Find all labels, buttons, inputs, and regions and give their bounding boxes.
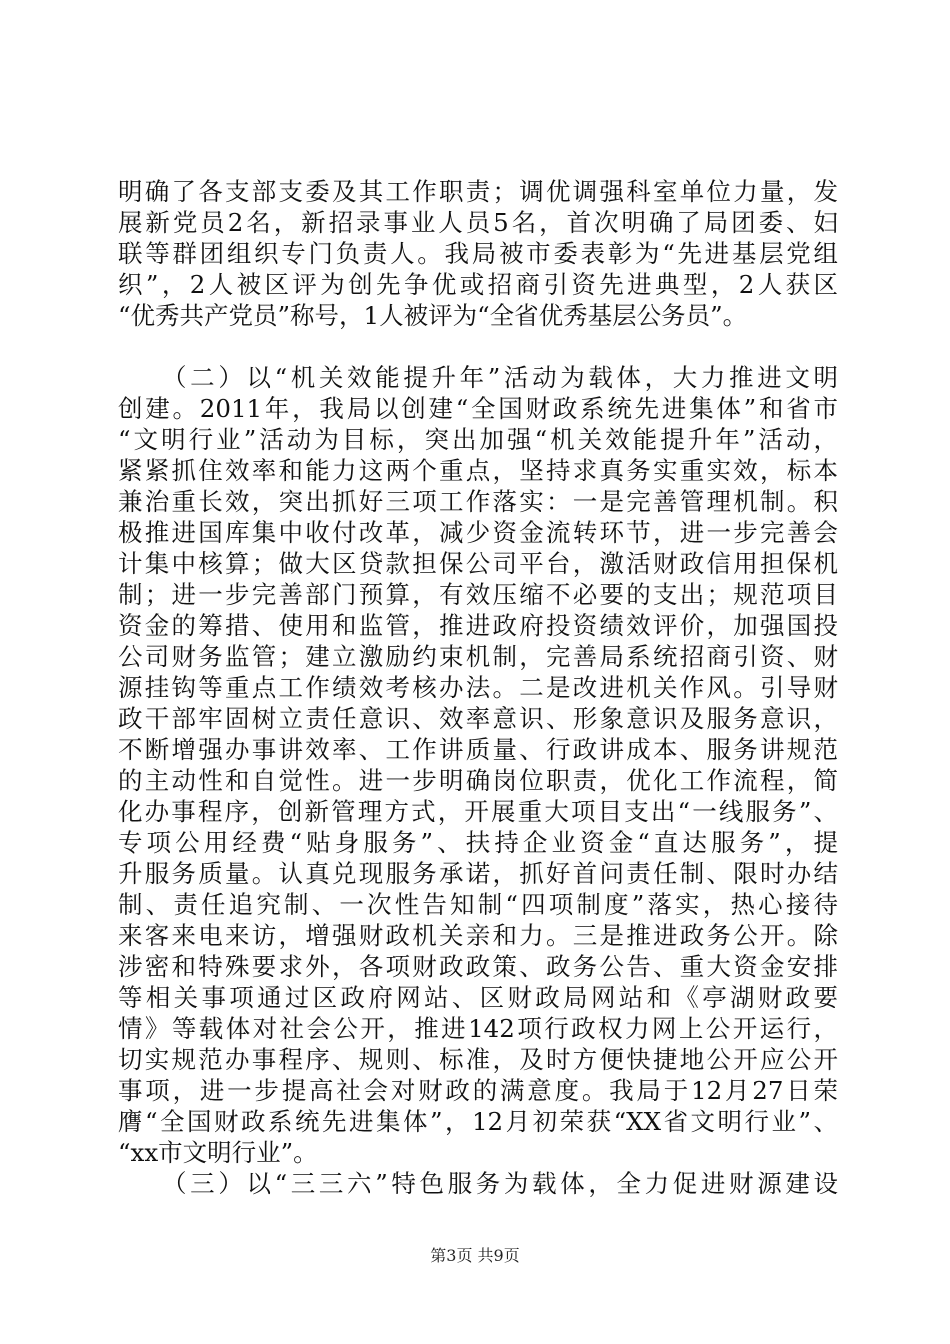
text-line: “文明行业”活动为目标，突出加强“机关效能提升年”活动， (118, 425, 838, 454)
text-line: 联等群团组织专门负责人。我局被市委表彰为“先进基层党组 (118, 239, 838, 268)
text-line: 来客来电来访，增强财政机关亲和力。三是推进政务公开。除 (118, 921, 838, 950)
text-line: “优秀共产党员”称号，1人被评为“全省优秀基层公务员”。 (118, 301, 748, 330)
text-line: 资金的筹措、使用和监管，推进政府投资绩效评价，加强国投 (118, 611, 838, 640)
text-line: 计集中核算；做大区贷款担保公司平台，激活财政信用担保机 (118, 549, 838, 578)
text-line: 兼治重长效，突出抓好三项工作落实：一是完善管理机制。积 (118, 487, 838, 516)
text-line: 的主动性和自觉性。进一步明确岗位职责，优化工作流程，简 (118, 766, 838, 795)
text-line: 明确了各支部支委及其工作职责；调优调强科室单位力量，发 (118, 177, 838, 206)
text-line: 制、责任追究制、一次性告知制“四项制度”落实，热心接待 (118, 890, 838, 919)
text-line: 切实规范办事程序、规则、标准，及时方便快捷地公开应公开 (118, 1045, 838, 1074)
text-line: 事项，进一步提高社会对财政的满意度。我局于12月27日荣 (118, 1076, 838, 1105)
text-line: 制；进一步完善部门预算，有效压缩不必要的支出；规范项目 (118, 580, 838, 609)
text-line: 展新党员2名，新招录事业人员5名，首次明确了局团委、妇 (118, 208, 838, 237)
text-line: 膺“全国财政系统先进集体”，12月初荣获“XX省文明行业”、 (118, 1107, 838, 1136)
text-line: 不断增强办事讲效率、工作讲质量、行政讲成本、服务讲规范 (118, 735, 838, 764)
text-line: 等相关事项通过区政府网站、区财政局网站和《亭湖财政要 (118, 983, 838, 1012)
text-line: 织”，2人被区评为创先争优或招商引资先进典型，2人获区 (118, 270, 838, 299)
text-line: 涉密和特殊要求外，各项财政政策、政务公告、重大资金安排 (118, 952, 838, 981)
text-line: 紧紧抓住效率和能力这两个重点，坚持求真务实重实效，标本 (118, 456, 838, 485)
text-line: 升服务质量。认真兑现服务承诺，抓好首问责任制、限时办结 (118, 859, 838, 888)
text-line: “xx市文明行业”。 (118, 1138, 318, 1167)
text-line: （二）以“机关效能提升年”活动为载体，大力推进文明 (118, 363, 838, 392)
text-line: 政干部牢固树立责任意识、效率意识、形象意识及服务意识， (118, 704, 838, 733)
text-line: 专项公用经费“贴身服务”、扶持企业资金“直达服务”，提 (118, 828, 838, 857)
text-line: 化办事程序，创新管理方式，开展重大项目支出“一线服务”、 (118, 797, 838, 826)
text-line: 情》等载体对社会公开，推进142项行政权力网上公开运行， (118, 1014, 838, 1043)
text-line: 公司财务监管；建立激励约束机制，完善局系统招商引资、财 (118, 642, 838, 671)
text-line: 创建。2011年，我局以创建“全国财政系统先进集体”和省市 (118, 394, 838, 423)
page-footer: 第3页 共9页 (430, 1246, 520, 1265)
text-line: 极推进国库集中收付改革，减少资金流转环节，进一步完善会 (118, 518, 838, 547)
text-line: （三）以“三三六”特色服务为载体，全力促进财源建设 (118, 1169, 838, 1198)
text-line: 源挂钩等重点工作绩效考核办法。二是改进机关作风。引导财 (118, 673, 838, 702)
